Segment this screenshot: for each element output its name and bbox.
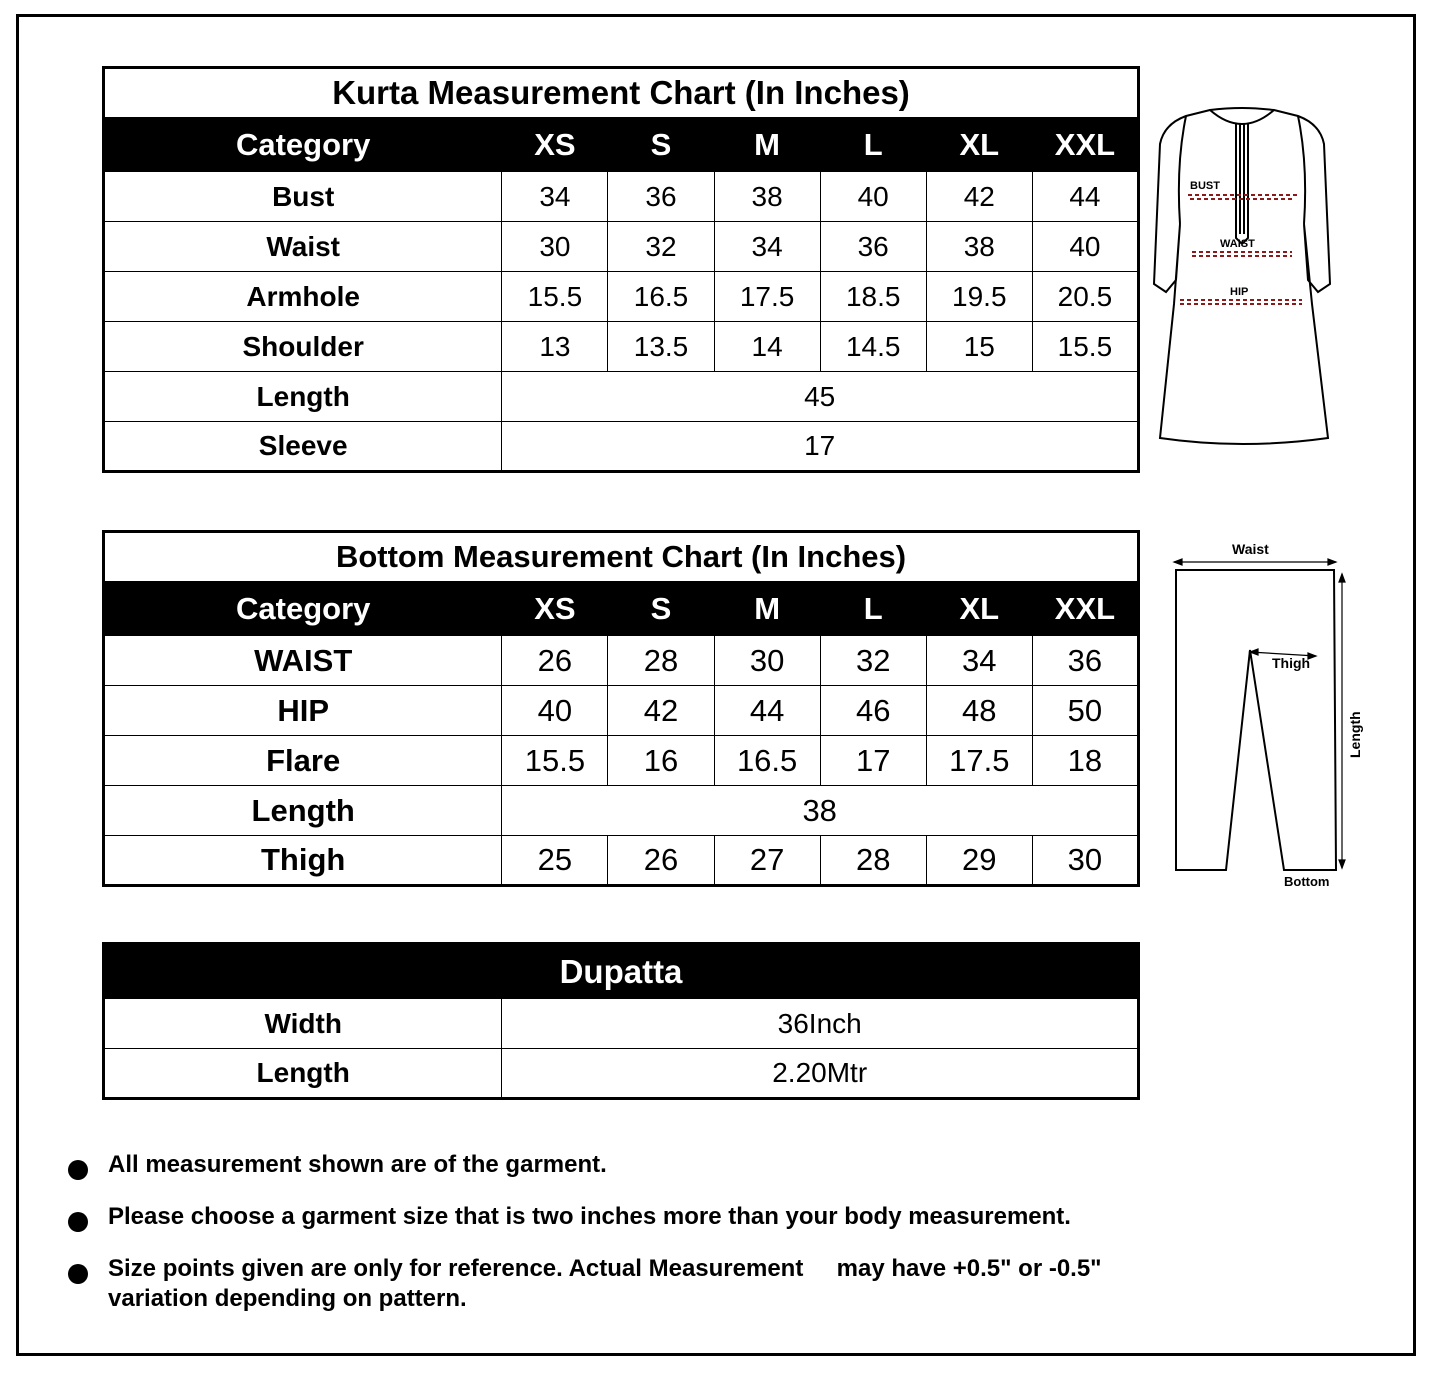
cell-value: 36 xyxy=(1032,636,1138,686)
row-label: Length xyxy=(104,1049,502,1099)
row-label: Shoulder xyxy=(104,322,502,372)
table-row xyxy=(104,372,1139,422)
bullet-icon xyxy=(68,1160,88,1180)
row-label: Length xyxy=(104,786,502,836)
row-label: Waist xyxy=(104,222,502,272)
row-label: Armhole xyxy=(104,272,502,322)
cell-value: 17.5 xyxy=(926,736,1032,786)
cell-value: 17 xyxy=(502,422,1139,472)
table-row xyxy=(104,172,1139,222)
list-item xyxy=(64,1202,1144,1232)
cell-value: 15.5 xyxy=(1032,322,1138,372)
cell-value: 20.5 xyxy=(1032,272,1138,322)
row-label: WAIST xyxy=(104,636,502,686)
cell-value: 38 xyxy=(714,172,820,222)
cell-value: 42 xyxy=(926,172,1032,222)
header-size: L xyxy=(820,118,926,172)
cell-value: 29 xyxy=(926,836,1032,886)
header-size: S xyxy=(608,582,714,636)
cell-value: 15 xyxy=(926,322,1032,372)
header-size: L xyxy=(820,582,926,636)
kurta-illustration xyxy=(1152,104,1338,448)
cell-value: 30 xyxy=(502,222,608,272)
header-size: XL xyxy=(926,582,1032,636)
cell-value: 28 xyxy=(608,636,714,686)
cell-value: 18.5 xyxy=(820,272,926,322)
bust-label: BUST xyxy=(1190,180,1220,192)
note-text: All measurement shown are of the garment. xyxy=(108,1151,607,1178)
cell-value: 34 xyxy=(714,222,820,272)
cell-value: 25 xyxy=(502,836,608,886)
header-category: Category xyxy=(104,582,502,636)
cell-value: 36 xyxy=(608,172,714,222)
list-item xyxy=(64,1150,1144,1180)
cell-value: 44 xyxy=(714,686,820,736)
table-row xyxy=(104,322,1139,372)
cell-value: 40 xyxy=(1032,222,1138,272)
cell-value: 13.5 xyxy=(608,322,714,372)
cell-value: 38 xyxy=(502,786,1139,836)
cell-value: 44 xyxy=(1032,172,1138,222)
table-row xyxy=(104,636,1139,686)
cell-value: 27 xyxy=(714,836,820,886)
cell-value: 17.5 xyxy=(714,272,820,322)
waist-label: WAIST xyxy=(1220,238,1255,250)
cell-value: 32 xyxy=(820,636,926,686)
table-row xyxy=(104,999,1139,1049)
cell-value: 34 xyxy=(926,636,1032,686)
header-category: Category xyxy=(104,118,502,172)
notes-list xyxy=(64,1150,1144,1312)
row-label: Flare xyxy=(104,736,502,786)
cell-value: 16.5 xyxy=(714,736,820,786)
header-size: XXL xyxy=(1032,582,1138,636)
table-row xyxy=(104,786,1139,836)
cell-value: 40 xyxy=(820,172,926,222)
cell-value: 2.20Mtr xyxy=(502,1049,1139,1099)
cell-value: 34 xyxy=(502,172,608,222)
header-size: XXL xyxy=(1032,118,1138,172)
cell-value: 26 xyxy=(502,636,608,686)
bottom-table-title: Bottom Measurement Chart (In Inches) xyxy=(104,532,1139,582)
row-label: Thigh xyxy=(104,836,502,886)
cell-value: 26 xyxy=(608,836,714,886)
bottom-measurement-table xyxy=(102,530,1140,887)
row-label: HIP xyxy=(104,686,502,736)
cell-value: 14 xyxy=(714,322,820,372)
table-row xyxy=(104,686,1139,736)
table-row xyxy=(104,272,1139,322)
bullet-icon xyxy=(68,1212,88,1232)
row-label: Sleeve xyxy=(104,422,502,472)
table-row xyxy=(104,1049,1139,1099)
cell-value: 17 xyxy=(820,736,926,786)
table-row xyxy=(104,222,1139,272)
kurta-header-row xyxy=(104,118,1139,172)
kurta-table-title: Kurta Measurement Chart (In Inches) xyxy=(104,68,1139,118)
waist-label: Waist xyxy=(1232,541,1269,557)
bottom-label: Bottom xyxy=(1284,874,1330,889)
header-size: M xyxy=(714,582,820,636)
cell-value: 45 xyxy=(502,372,1139,422)
cell-value: 16 xyxy=(608,736,714,786)
hip-label: HIP xyxy=(1230,286,1249,298)
thigh-label: Thigh xyxy=(1272,655,1311,671)
header-size: S xyxy=(608,118,714,172)
cell-value: 19.5 xyxy=(926,272,1032,322)
bullet-icon xyxy=(68,1264,88,1284)
cell-value: 36Inch xyxy=(502,999,1139,1049)
row-label: Bust xyxy=(104,172,502,222)
table-row xyxy=(104,736,1139,786)
cell-value: 50 xyxy=(1032,686,1138,736)
dupatta-table-title: Dupatta xyxy=(104,944,1139,999)
note-text: Size points given are only for reference. Actual Measurement may have +0.5" or -0.5" variation depending on pattern. xyxy=(108,1255,1109,1312)
pants-illustration xyxy=(1166,540,1366,892)
cell-value: 30 xyxy=(1032,836,1138,886)
row-label: Width xyxy=(104,999,502,1049)
cell-value: 15.5 xyxy=(502,272,608,322)
kurta-measurement-table xyxy=(102,66,1140,473)
header-size: XS xyxy=(502,582,608,636)
header-size: M xyxy=(714,118,820,172)
cell-value: 16.5 xyxy=(608,272,714,322)
cell-value: 28 xyxy=(820,836,926,886)
cell-value: 40 xyxy=(502,686,608,736)
table-row xyxy=(104,836,1139,886)
cell-value: 32 xyxy=(608,222,714,272)
header-size: XL xyxy=(926,118,1032,172)
cell-value: 36 xyxy=(820,222,926,272)
cell-value: 14.5 xyxy=(820,322,926,372)
length-label: Length xyxy=(1347,711,1363,758)
cell-value: 46 xyxy=(820,686,926,736)
note-text: Please choose a garment size that is two inches more than your body measurement. xyxy=(108,1203,1071,1230)
row-label: Length xyxy=(104,372,502,422)
cell-value: 18 xyxy=(1032,736,1138,786)
cell-value: 38 xyxy=(926,222,1032,272)
cell-value: 30 xyxy=(714,636,820,686)
list-item xyxy=(64,1254,1144,1312)
dupatta-table xyxy=(102,942,1140,1100)
table-row xyxy=(104,422,1139,472)
cell-value: 48 xyxy=(926,686,1032,736)
cell-value: 15.5 xyxy=(502,736,608,786)
cell-value: 13 xyxy=(502,322,608,372)
bottom-header-row xyxy=(104,582,1139,636)
header-size: XS xyxy=(502,118,608,172)
cell-value: 42 xyxy=(608,686,714,736)
